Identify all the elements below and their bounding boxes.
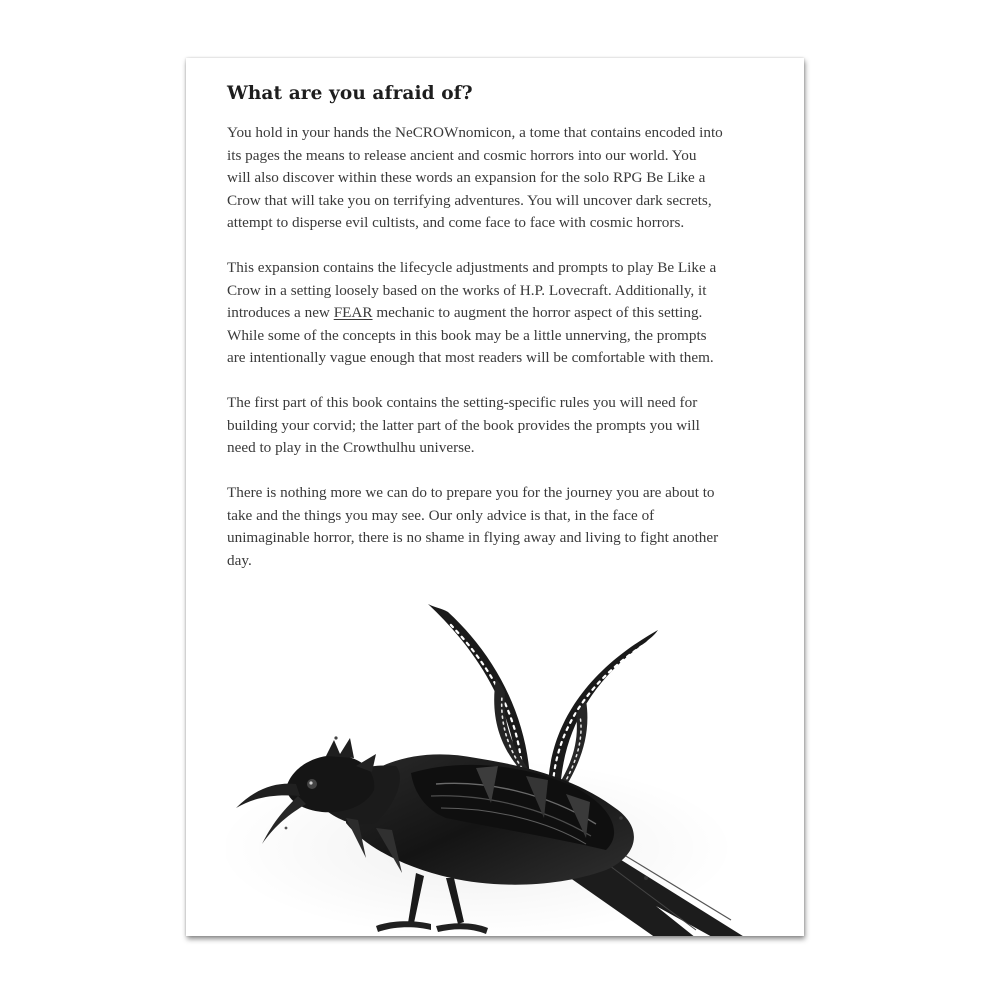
- text-line: There is nothing more we can do to prepare you for the journey you are about to: [227, 484, 715, 501]
- crow-with-tentacles-icon: [226, 588, 766, 936]
- text-segment: introduces a new: [227, 304, 334, 321]
- text-line: take and the things you may see. Our only advice is that, in the face of: [227, 506, 655, 524]
- page-title: What are you afraid of?: [227, 83, 473, 104]
- text-line: will also discover within these words an expansion for the solo RPG Be Like a: [227, 169, 706, 186]
- document-page: [186, 58, 804, 936]
- paragraph-4: [227, 482, 772, 572]
- text-line: attempt to disperse evil cultists, and come face to face with cosmic horrors.: [227, 214, 685, 231]
- text-line: unimaginable horror, there is no shame in flying away and living to fight another: [227, 529, 719, 546]
- text-line: The first part of this book contains the setting-specific rules you will need for: [227, 394, 698, 411]
- text-line: building your corvid; the latter part of the book provides the prompts you will: [227, 416, 700, 434]
- text-line: Crow in a setting loosely based on the works of H.P. Lovecraft. Additionally, it: [227, 281, 707, 299]
- text-line: [227, 302, 772, 325]
- text-line: its pages the means to release ancient and cosmic horrors into our world. You: [227, 146, 697, 164]
- text-line: This expansion contains the lifecycle adjustments and prompts to play Be Like a: [227, 259, 717, 276]
- paragraph-1: [227, 122, 772, 235]
- paragraph-2: [227, 257, 772, 370]
- fear-term: FEAR: [333, 304, 373, 321]
- text-line: While some of the concepts in this book may be a little unnerving, the prompts: [227, 326, 707, 344]
- text-line: You hold in your hands the NeCROWnomicon, a tome that contains encoded into: [227, 124, 723, 141]
- paragraph-3: [227, 392, 772, 460]
- text-segment: mechanic to augment the horror aspect of this setting.: [372, 304, 703, 321]
- text-line: Crow that will take you on terrifying adventures. You will uncover dark secrets,: [227, 191, 712, 209]
- text-line: need to play in the Crowthulhu universe.: [227, 439, 475, 456]
- text-line: day.: [227, 551, 252, 569]
- text-line: are intentionally vague enough that most readers will be comfortable with them.: [227, 349, 714, 366]
- body-text: [227, 122, 772, 595]
